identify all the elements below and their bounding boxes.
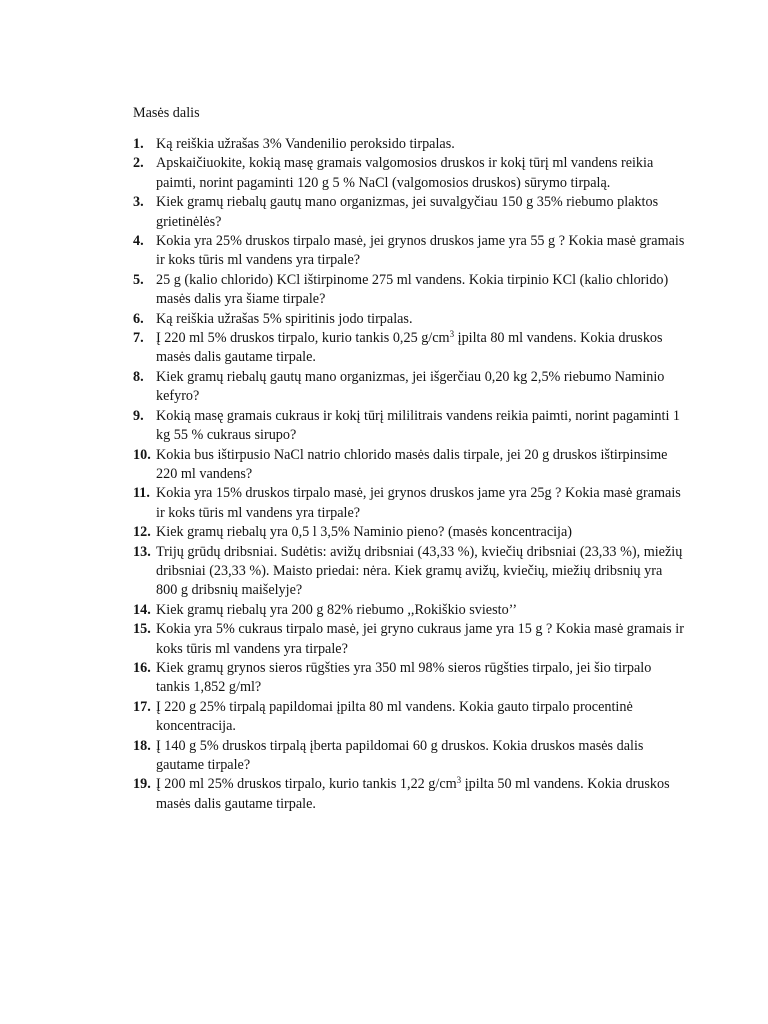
question-text: Kokia bus ištirpusio NaCl natrio chlorido masės dalis tirpale, jei 20 g druskos ištirpinsime xyxy=(156,446,668,463)
superscript-exponent: 3 xyxy=(456,775,462,786)
question-text-line xyxy=(156,795,734,814)
question-text: koncentracija. xyxy=(156,718,236,735)
question-text: Kokia yra 15% druskos tirpalo masė, jei grynos druskos jame yra 25g ? Kokia masė gramais xyxy=(156,485,681,502)
question-number: 5. xyxy=(133,271,144,288)
question-item xyxy=(0,737,734,776)
question-text: Kiek gramų riebalų yra 0,5 l 3,5% Naminio pieno? (masės koncentracija) xyxy=(156,524,573,541)
question-item xyxy=(0,698,734,737)
question-text: Kokia yra 25% druskos tirpalo masė, jei grynos druskos jame yra 55 g ? Kokia masė gramais xyxy=(156,233,685,250)
question-text: ir koks tūris ml vandens yra tirpale? xyxy=(156,504,361,521)
question-text-line xyxy=(156,717,734,736)
question-item xyxy=(0,135,734,154)
question-text: kg 55 % cukraus sirupo? xyxy=(156,427,297,444)
question-text: Kokia yra 5% cukraus tirpalo masė, jei gryno cukraus jame yra 15 g ? Kokia masė gramais ir xyxy=(156,621,684,638)
question-text-line xyxy=(156,213,734,232)
question-text-line xyxy=(156,329,734,348)
question-text: ir koks tūris ml vandens yra tirpale? xyxy=(156,252,361,269)
question-item xyxy=(0,232,734,271)
question-text: Kiek gramų riebalų yra 200 g 82% riebumo ,,Rokiškio sviesto’’ xyxy=(156,601,518,618)
question-item xyxy=(0,329,734,368)
question-text: 800 g dribsnių maišelyje? xyxy=(156,582,303,599)
question-item xyxy=(0,601,734,620)
question-text: masės dalis yra šiame tirpale? xyxy=(156,291,326,308)
question-list xyxy=(0,135,768,814)
question-item xyxy=(0,310,734,329)
superscript-exponent: 3 xyxy=(449,329,455,340)
question-text-line xyxy=(156,543,734,562)
question-item xyxy=(0,446,734,485)
question-text: Kiek gramų grynos sieros rūgšties yra 350 ml 98% sieros rūgšties tirpalo, jei šio tirpalo xyxy=(156,659,652,676)
question-text: koks tūris ml vandens yra tirpale? xyxy=(156,640,348,657)
question-text-line xyxy=(156,251,734,270)
question-text-line xyxy=(156,193,734,212)
question-text: Į 140 g 5% druskos tirpalą įberta papildomai 60 g druskos. Kokia druskos masės dalis xyxy=(156,737,644,754)
question-item xyxy=(0,775,734,814)
question-text: Į 200 ml 25% druskos tirpalo, kurio tankis 1,22 g/cm xyxy=(156,776,457,793)
question-text-line xyxy=(156,174,734,193)
question-number: 11. xyxy=(133,485,150,502)
question-text: dribsniai (23,33 %). Maisto priedai: nėra. Kiek gramų avižų, kviečių, miežių dribsnių yra xyxy=(156,562,663,579)
question-text-line xyxy=(156,135,734,154)
question-text: Į 220 ml 5% druskos tirpalo, kurio tankis 0,25 g/cm xyxy=(156,330,450,347)
question-text-line xyxy=(156,737,734,756)
question-text-line xyxy=(156,581,734,600)
question-text: Apskaičiuokite, kokią masę gramais valgomosios druskos ir kokį tūrį ml vandens reikia xyxy=(156,155,654,172)
question-text-line xyxy=(156,465,734,484)
question-text-line xyxy=(156,348,734,367)
question-text-line xyxy=(156,232,734,251)
question-text: masės dalis gautame tirpale. xyxy=(156,795,316,812)
question-text-line xyxy=(156,523,734,542)
question-number: 6. xyxy=(133,310,144,327)
question-text-line xyxy=(156,407,734,426)
question-item xyxy=(0,484,734,523)
question-number: 8. xyxy=(133,368,144,385)
question-text: Ką reiškia užrašas 5% spiritinis jodo tirpalas. xyxy=(156,310,413,327)
question-text: gautame tirpale? xyxy=(156,757,251,773)
question-text: grietinėlės? xyxy=(156,213,222,230)
question-text-line xyxy=(156,601,734,620)
question-text: kefyro? xyxy=(156,388,200,405)
question-text-line xyxy=(156,620,734,639)
question-number: 12. xyxy=(133,524,151,541)
question-item xyxy=(0,659,734,698)
document-title: Masės dalis xyxy=(133,105,200,121)
question-text: 25 g (kalio chlorido) KCl ištirpinome 275 ml vandens. Kokia tirpinio KCl (kalio chlorido) xyxy=(156,271,669,288)
question-text-line xyxy=(156,756,734,775)
question-number: 9. xyxy=(133,407,144,424)
question-text: tankis 1,852 g/ml? xyxy=(156,679,262,696)
question-text-line xyxy=(156,678,734,697)
question-item xyxy=(0,271,734,310)
question-number: 17. xyxy=(133,698,151,715)
question-text: Trijų grūdų dribsniai. Sudėtis: avižų dribsniai (43,33 %), kviečių dribsniai (23,33 %), miežių xyxy=(156,543,683,560)
question-number: 18. xyxy=(133,737,151,754)
question-text: Kokią masę gramais cukraus ir kokį tūrį mililitrais vandens reikia paimti, norint pagaminti 1 xyxy=(156,407,681,424)
question-text-line xyxy=(156,562,734,581)
question-text: Kiek gramų riebalų gautų mano organizmas, jei suvalgyčiau 150 g 35% riebumo plaktos xyxy=(156,194,659,211)
question-number: 13. xyxy=(133,543,151,560)
question-text-line xyxy=(156,290,734,309)
question-number: 7. xyxy=(133,330,144,347)
question-text-line xyxy=(156,484,734,503)
question-text: masės dalis gautame tirpale. xyxy=(156,349,316,366)
question-item xyxy=(0,368,734,407)
question-text-line xyxy=(156,368,734,387)
question-text-line xyxy=(156,387,734,406)
question-text-line xyxy=(156,698,734,717)
question-number: 19. xyxy=(133,776,151,793)
question-number: 14. xyxy=(133,601,151,618)
question-number: 1. xyxy=(133,136,144,152)
question-number: 10. xyxy=(133,446,151,463)
question-number: 3. xyxy=(133,194,144,211)
question-number: 16. xyxy=(133,659,151,676)
question-number: 15. xyxy=(133,621,151,638)
question-text: Ką reiškia užrašas 3% Vandenilio peroksido tirpalas. xyxy=(156,136,455,152)
question-text: 220 ml vandens? xyxy=(156,465,253,482)
question-number: 2. xyxy=(133,155,144,172)
question-item xyxy=(0,620,734,659)
question-text-line xyxy=(156,271,734,290)
question-text-line xyxy=(156,446,734,465)
question-item xyxy=(0,523,734,542)
question-item xyxy=(0,154,734,193)
question-text-line xyxy=(156,640,734,659)
question-item xyxy=(0,407,734,446)
question-text-continuation: įpilta 80 ml vandens. Kokia druskos xyxy=(454,330,663,347)
question-text: Kiek gramų riebalų gautų mano organizmas, jei išgerčiau 0,20 kg 2,5% riebumo Naminio xyxy=(156,368,665,385)
question-text-line xyxy=(156,659,734,678)
question-item xyxy=(0,193,734,232)
question-text-line xyxy=(156,310,734,329)
question-text-continuation: įpilta 50 ml vandens. Kokia druskos xyxy=(461,776,670,793)
question-text-line xyxy=(156,426,734,445)
question-text: Į 220 g 25% tirpalą papildomai įpilta 80 ml vandens. Kokia gauto tirpalo procentinė xyxy=(156,698,633,715)
question-text-line xyxy=(156,154,734,173)
question-item xyxy=(0,543,734,601)
question-text-line xyxy=(156,775,734,794)
question-text: paimti, norint pagaminti 120 g 5 % NaCl (valgomosios druskos) sūrymo tirpalą. xyxy=(156,174,611,191)
question-text-line xyxy=(156,504,734,523)
question-number: 4. xyxy=(133,233,144,250)
